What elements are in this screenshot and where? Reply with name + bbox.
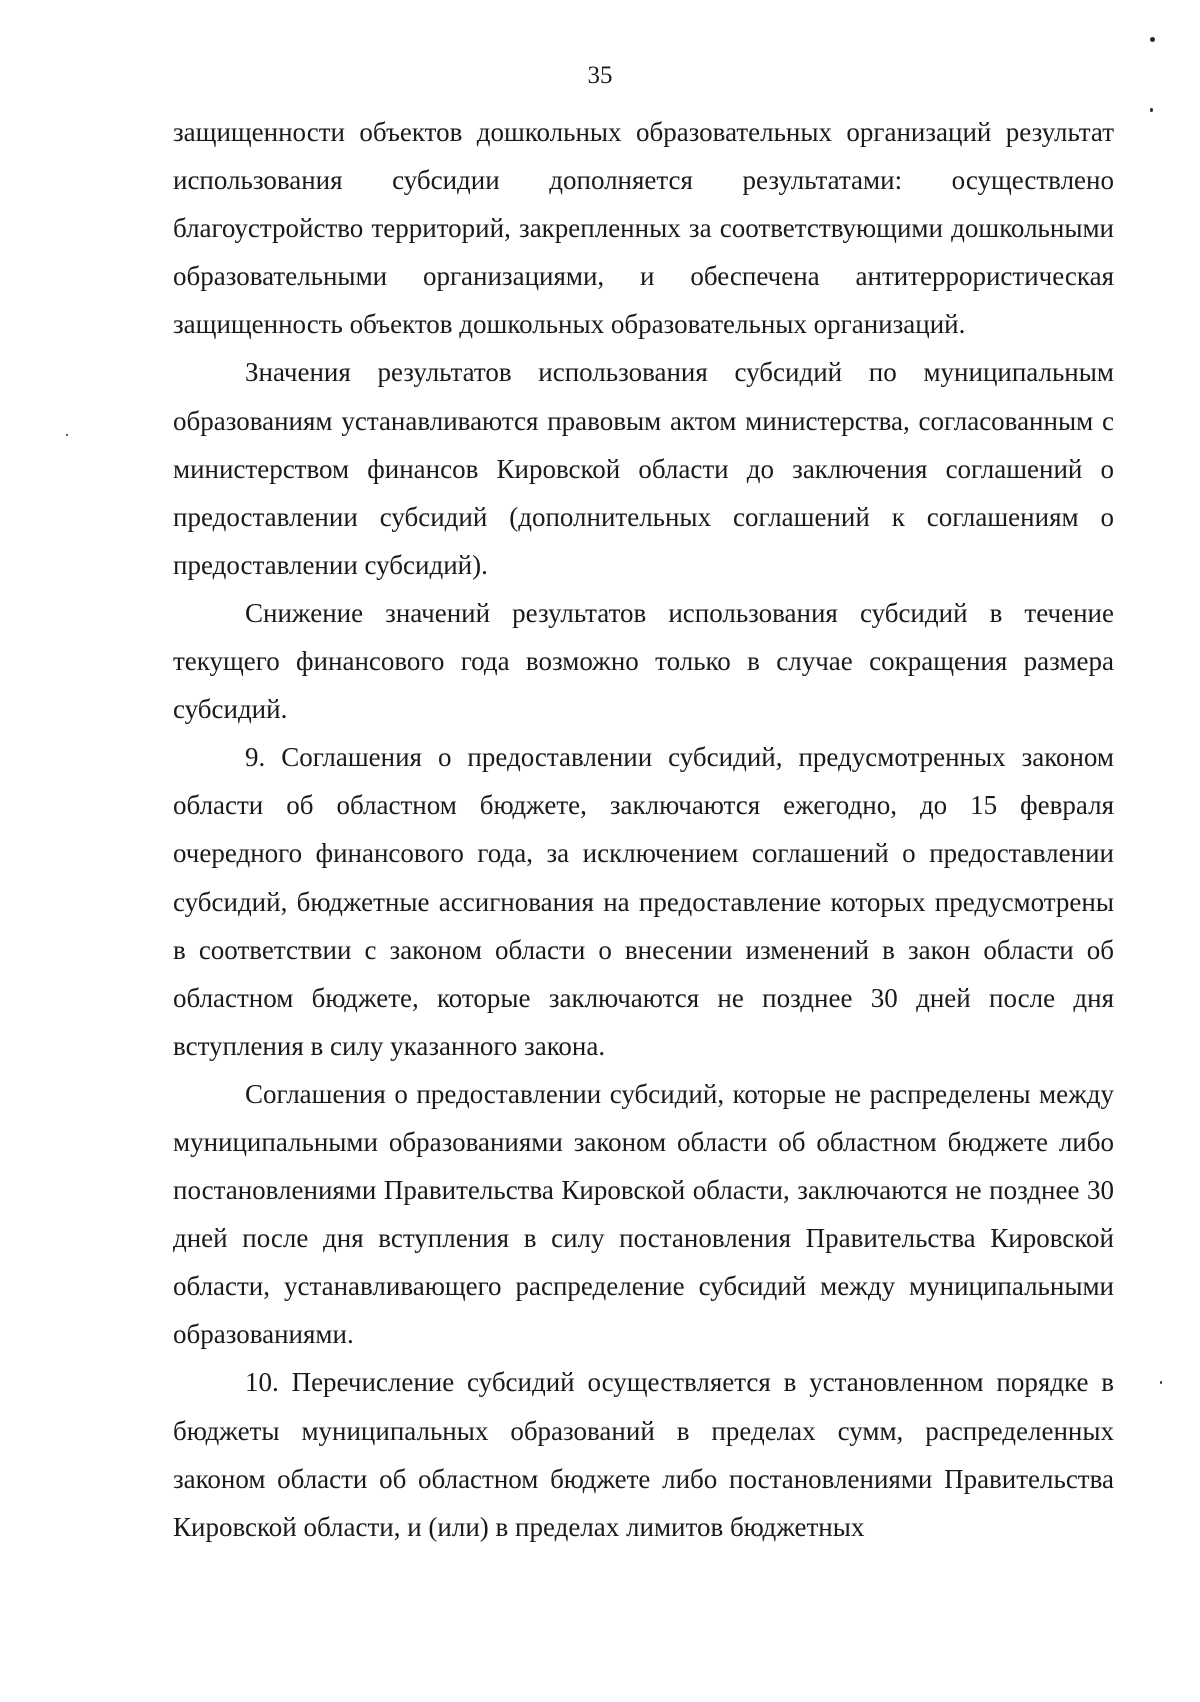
- paragraph-2: Значения результатов использования субсидий по муниципальным образованиям устанавливаются правовым актом министерства, согласованным с министерством финансов Кировской области до заключения соглашений о предоставлении субсидий (дополнительных соглашений к соглашениям о предоставлении субсидий).: [173, 357, 1114, 580]
- scan-speck: [1150, 37, 1155, 42]
- document-body: [173, 108, 1114, 1551]
- paragraph-1: защищенности объектов дошкольных образовательных организаций результат использования субсидии дополняется результатами: осуществлено благоустройство территорий, закрепленных за соответствующими дошкольными образовательными организациями, и обеспечена антитеррористическая защищенность объектов дошкольных образовательных организаций.: [173, 117, 1114, 340]
- scan-speck: [1160, 1381, 1162, 1384]
- scan-speck: [66, 434, 68, 436]
- paragraph-6: 10. Перечисление субсидий осуществляется в установленном порядке в бюджеты муниципальных образований в пределах сумм, распределенных законом области об областном бюджете либо постановлениями Правительства Кировской области, и (или) в пределах лимитов бюджетных: [173, 1367, 1114, 1542]
- paragraph-4: 9. Соглашения о предоставлении субсидий, предусмотренных законом области об областном бюджете, заключаются ежегодно, до 15 февраля очередного финансового года, за исключением соглашений о предоставлении субсидий, бюджетные ассигнования на предоставление которых предусмотрены в соответствии с законом области о внесении изменений в закон области об областном бюджете, которые заключаются не позднее 30 дней после дня вступления в силу указанного закона.: [173, 742, 1114, 1061]
- page-number: 35: [587, 62, 613, 89]
- scan-speck: [1150, 108, 1153, 112]
- paragraph-3: Снижение значений результатов использования субсидий в течение текущего финансового года возможно только в случае сокращения размера субсидий.: [173, 597, 1114, 725]
- paragraph-5: Соглашения о предоставлении субсидий, которые не распределены между муниципальными образованиями законом области об областном бюджете либо постановлениями Правительства Кировской области, заключаются не позднее 30 дней после дня вступления в силу постановления Правительства Кировской области, устанавливающего распределение субсидий между муниципальными образованиями.: [173, 1078, 1114, 1350]
